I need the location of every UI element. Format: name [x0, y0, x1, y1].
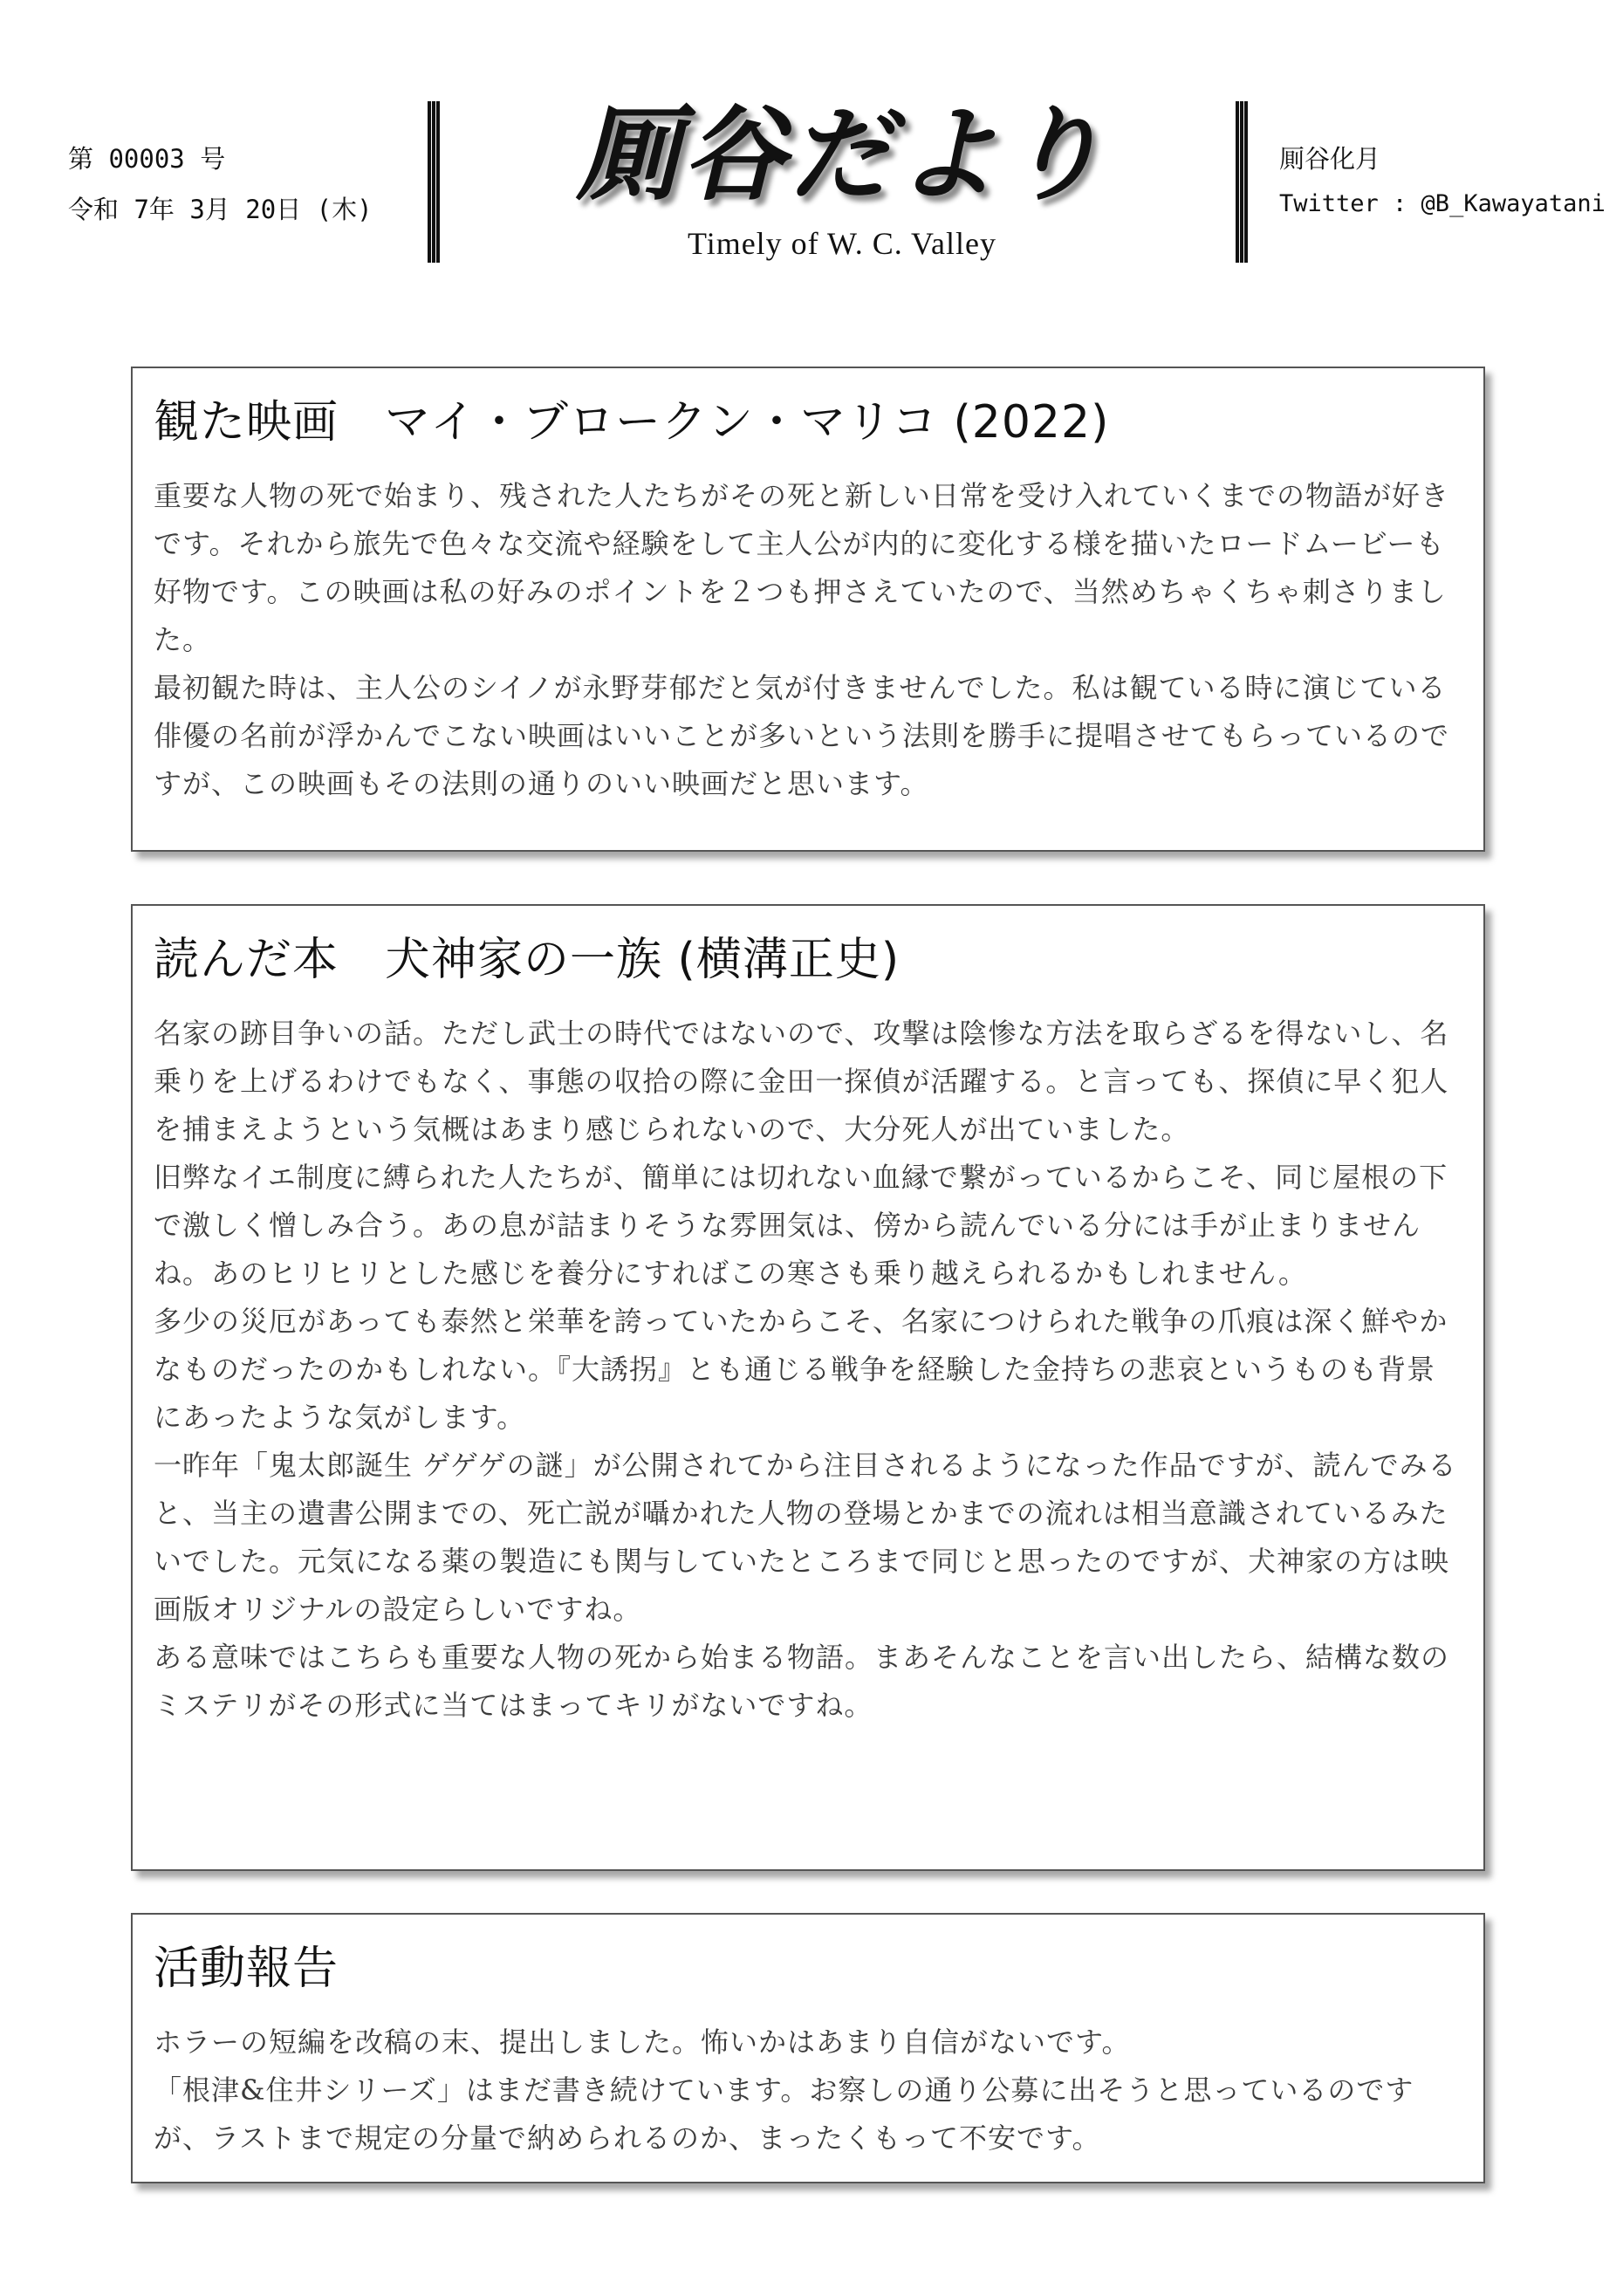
article-movie: [131, 367, 1485, 852]
issue-number: 第 00003 号: [68, 144, 226, 174]
article-heading: 活動報告: [154, 1943, 339, 1995]
article-paragraph: 多少の災厄があっても泰然と栄華を誇っていたからこそ、名家につけられた戦争の爪痕は深く鮮やかなものだったのかもしれない。『大誘拐』とも通じる戦争を経験した金持ちの悲哀というものも背景にあったような気がします。: [154, 1305, 1448, 1435]
newsletter-header: [0, 0, 1623, 288]
article-paragraph: 重要な人物の死で始まり、残された人たちがその死と新しい日常を受け入れていくまでの物語が好きです。それから旅先で色々な交流や経験をして主人公が内的に変化する様を描いたロードムービーも好物です。この映画は私の好みのポイントを２つも押さえていたので、当然めちゃくちゃ刺さりました。: [154, 479, 1450, 657]
header-divider-left: [428, 101, 440, 263]
masthead-subtitle: Timely of W. C. Valley: [687, 226, 997, 261]
article-activity-report: [131, 1913, 1485, 2183]
article-paragraph: 一昨年「鬼太郎誕生 ゲゲゲの謎」が公開されてから注目されるようになった作品ですが、読んでみると、当主の遺書公開までの、死亡説が囁かれた人物の登場とかまでの流れは相当意識されているみたいでした。元気になる薬の製造にも関与していたところまで同じと思ったのですが、犬神家の方は映画版オリジナルの設定らしいですね。: [154, 1449, 1457, 1627]
article-paragraph: 「根津&住井シリーズ」はまだ書き続けています。お察しの通り公募に出そうと思っているのですが、ラストまで規定の分量で納められるのか、まったくもって不安です。: [154, 2073, 1414, 2155]
article-heading: 読んだ本 犬神家の一族 (横溝正史): [154, 934, 901, 986]
article-paragraph: ある意味ではこちらも重要な人物の死から始まる物語。まあそんなことを言い出したら、結構な数のミステリがその形式に当てはまってキリがないですね。: [154, 1641, 1450, 1723]
masthead-title: 厠谷だより: [575, 94, 1108, 215]
twitter-handle: Twitter : @B_Kawayatani: [1279, 190, 1606, 217]
article-paragraph: ホラーの短編を改稿の末、提出しました。怖いかはあまり自信がないです。: [154, 2025, 1131, 2060]
article-book: [131, 904, 1485, 1871]
article-heading: 観た映画 マイ・ブロークン・マリコ (2022): [154, 396, 1110, 449]
publisher-name: 厠谷化月: [1279, 144, 1381, 174]
header-divider-right: [1236, 101, 1248, 263]
article-paragraph: 旧弊なイエ制度に縛られた人たちが、簡単には切れない血縁で繋がっているからこそ、同じ屋根の下で激しく憎しみ合う。あの息が詰まりそうな雰囲気は、傍から読んでいる分には手が止まりませんね。あのヒリヒリとした感じを養分にすればこの寒さも乗り越えられるかもしれません。: [154, 1161, 1448, 1291]
issue-date: 令和 7年 3月 20日 (木): [68, 195, 373, 224]
article-paragraph: 名家の跡目争いの話。ただし武士の時代ではないので、攻撃は陰惨な方法を取らざるを得ないし、名乗りを上げるわけでもなく、事態の収拾の際に金田一探偵が活躍する。と言っても、探偵に早く犯人を捕まえようという気概はあまり感じられないので、大分死人が出ていました。: [154, 1017, 1449, 1147]
masthead: [454, 94, 1230, 262]
article-paragraph: 最初観た時は、主人公のシイノが永野芽郁だと気が付きませんでした。私は観ている時に演じている俳優の名前が浮かんでこない映画はいいことが多いという法則を勝手に提唱させてもらっているのですが、この映画もその法則の通りのいい映画だと思います。: [154, 671, 1450, 801]
